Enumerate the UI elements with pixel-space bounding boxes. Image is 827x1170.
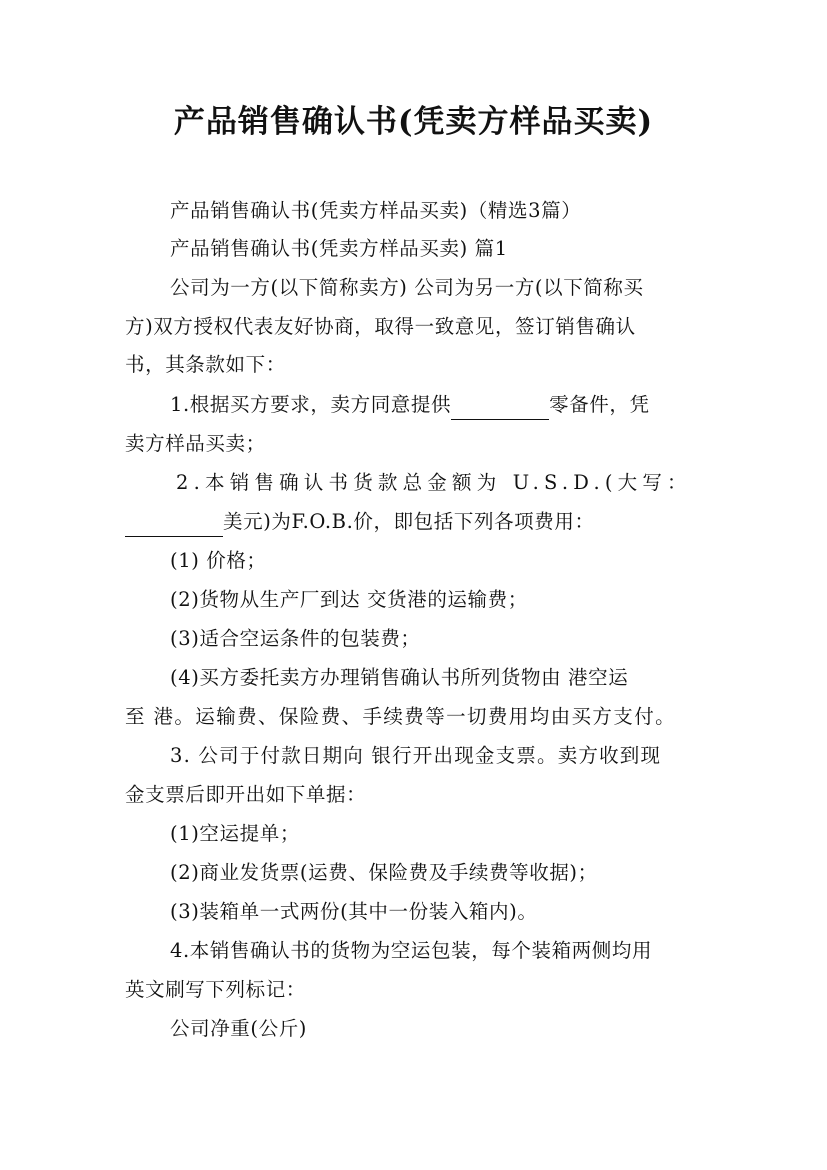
clause-3-line: 3. 公司于付款日期向 银行开出现金支票。卖方收到现: [170, 744, 662, 767]
paragraph-line: 卖方样品买卖；: [125, 432, 266, 455]
paragraph-line: 书，其条款如下：: [125, 353, 286, 376]
clause-1-text: 1.根据买方要求，卖方同意提供: [170, 393, 452, 416]
list-item: (3)装箱单一式两份(其中一份装入箱内)。: [170, 900, 538, 923]
fill-blank: [125, 514, 223, 537]
clause-1-line: [170, 390, 650, 420]
paragraph-line: 方)双方授权代表友好协商，取得一致意见，签订销售确认: [125, 315, 636, 338]
fill-blank: [451, 397, 549, 420]
clause-4-line: 4.本销售确认书的货物为空运包装，每个装箱两侧均用: [170, 939, 653, 962]
clause-2-text: 美元)为F.O.B.价，即包括下列各项费用：: [223, 510, 595, 533]
clause-2-line-cont: [125, 507, 595, 537]
subtitle-line: 产品销售确认书(凭卖方样品买卖)（精选3篇）: [170, 199, 582, 222]
section-heading: 产品销售确认书(凭卖方样品买卖) 篇1: [170, 237, 508, 260]
list-item: (4)买方委托卖方办理销售确认书所列货物由 港空运: [170, 666, 629, 689]
paragraph-line: 金支票后即开出如下单据：: [125, 783, 367, 806]
list-item: (2)货物从生产厂到达 交货港的运输费；: [170, 588, 528, 611]
clause-1-text-cont: 零备件，凭: [549, 393, 650, 416]
paragraph-line: 至 港。运输费、保险费、手续费等一切费用均由买方支付。: [125, 705, 676, 728]
paragraph-line: 英文刷写下列标记：: [125, 978, 306, 1001]
list-item: (2)商业发货票(运费、保险费及手续费等收据)；: [170, 861, 598, 884]
list-item: (1) 价格；: [170, 549, 267, 572]
list-item: (1)空运提单；: [170, 822, 300, 845]
clause-2-line: 2.本销售确认书货款总金额为 U.S.D.(大写：: [176, 471, 692, 494]
paragraph-line: 公司为一方(以下简称卖方) 公司为另一方(以下简称买: [170, 276, 644, 299]
paragraph-line: 公司净重(公斤): [170, 1017, 308, 1040]
document-title: 产品销售确认书(凭卖方样品买卖): [173, 104, 654, 140]
list-item: (3)适合空运条件的包装费；: [170, 627, 421, 650]
